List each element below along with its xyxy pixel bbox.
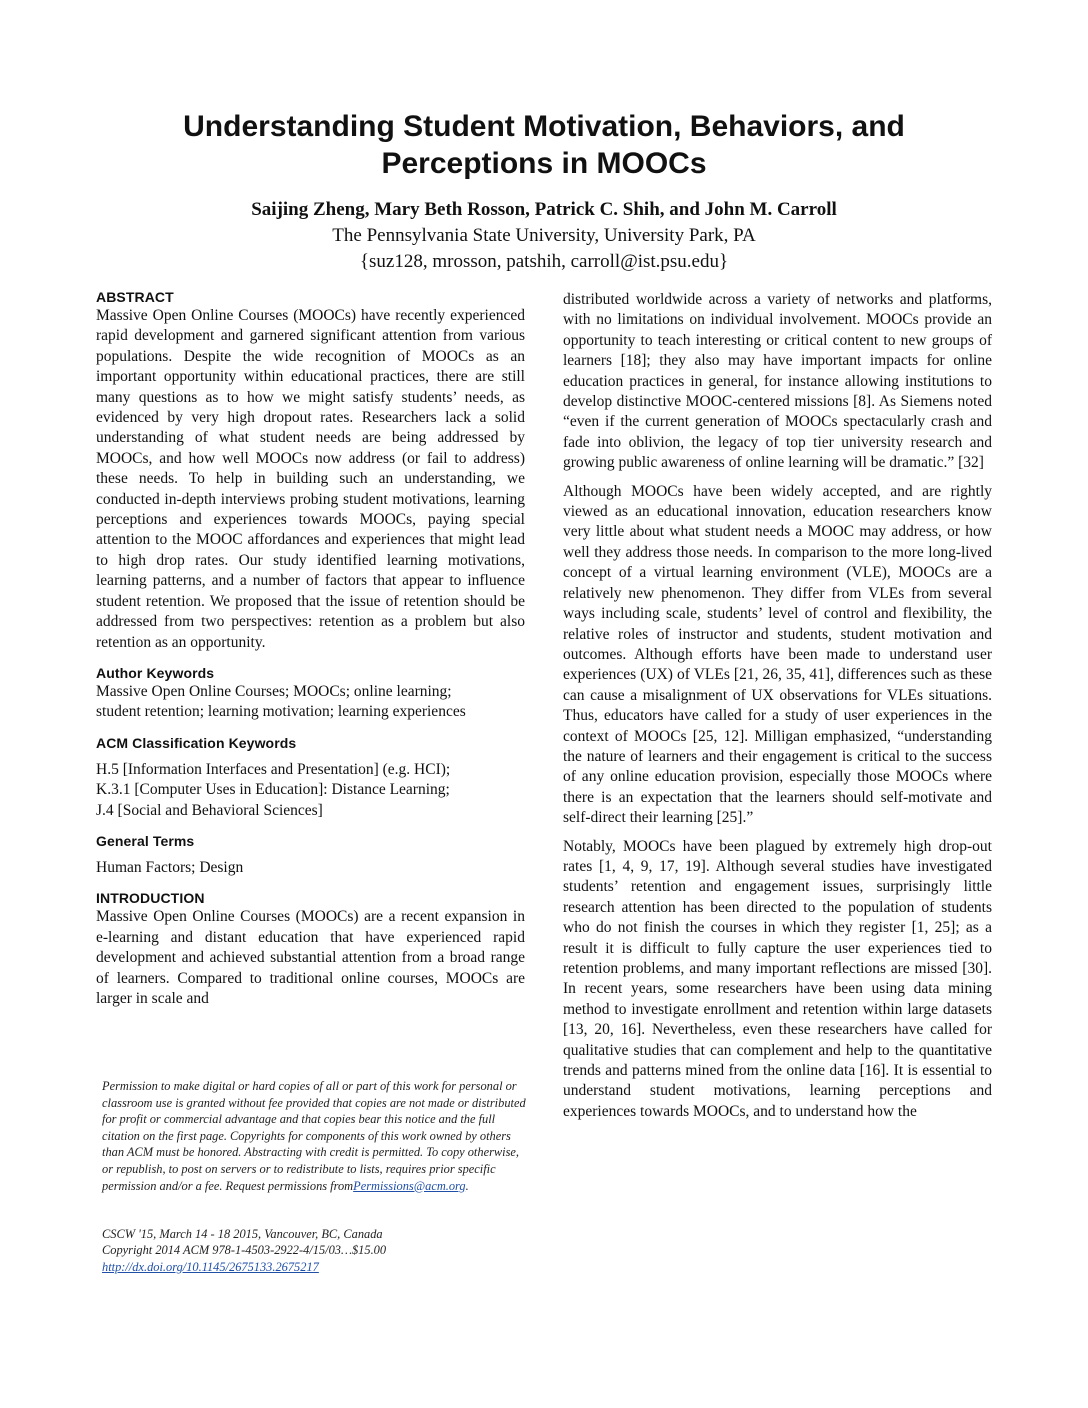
- acm-keywords-text: [96, 760, 525, 821]
- title-line-1: Understanding Student Motivation, Behaviors, and: [183, 110, 905, 143]
- permissions-email-link[interactable]: Permissions@acm.org: [353, 1178, 466, 1193]
- general-terms-text: Human Factors; Design: [96, 858, 244, 876]
- abstract-section: [96, 288, 525, 653]
- title-line-2: Perceptions in MOOCs: [381, 147, 707, 180]
- general-terms-heading: General Terms: [96, 832, 195, 849]
- acm-keywords-line-1: H.5 [Information Interfaces and Presentation] (e.g. HCI);: [96, 760, 451, 778]
- permission-text: Permission to make digital or hard copies of all or part of this work for personal or classroom use is granted without fee provided that copies are not made or distributed for profit or commercial advantage and that copies bear this notice and the full citation on the first page. Copyrights for components of this work owned by others than ACM must be honored. Abstracting with credit is permitted. To copy otherwise, or republish, to post on servers or to redistribute to lists, requires prior specific permission and/or a fee. Request permissions from: [102, 1079, 526, 1193]
- acm-keywords-line-2: K.3.1 [Computer Uses in Education]: Distance Learning;: [96, 781, 450, 799]
- copyright-line: Copyright 2014 ACM 978-1-4503-2922-4/15/03…$15.00: [102, 1243, 387, 1258]
- left-column: [96, 288, 525, 1009]
- acm-keywords-heading: ACM Classification Keywords: [96, 734, 297, 751]
- permission-notice: [102, 1078, 526, 1194]
- abstract-heading: ABSTRACT: [96, 289, 174, 305]
- introduction-paragraph-1-end: distributed worldwide across a variety of networks and platforms, with no limitations on individual involvement. MOOCs provide an opportunity to teach interesting or critical content to new groups of learners [18]; they also may have important impacts for online education practices in general, for instance allowing institutions to develop distinctive MOOC-centered missions [8]. As Siemens noted “even if the current generation of MOOCs spectacularly crash and fade into oblivion, the legacy of top tier university research and growing public awareness of online learning will be dramatic.” [32]: [563, 291, 992, 472]
- author-keywords-text: [96, 682, 525, 723]
- introduction-section: [96, 889, 525, 1009]
- right-column: [563, 290, 992, 1122]
- introduction-paragraph-2: Although MOOCs have been widely accepted, and are rightly viewed as an educational innovation, education researchers know very little about what student needs a MOOC may address, or how well they address those needs. In comparison to the more long-lived concept of a virtual learning environment (VLE), MOOCs are a relatively new phenomenon. They differ from VLEs from several ways including scale, students’ level of control and flexibility, the relative roles of instructor and students, student motivation and outcomes. Although efforts have been made to understand user experiences (UX) of VLEs [21, 26, 35, 41], differences such as these can cause a misalignment of UX observations for VLEs situations. Thus, educators have called for a study of user experiences in the context of MOOCs [25, 12]. Milligan emphasized, “understanding the nature of learners and their engagement is critical to the success of any online education provision, especially those MOOCs where there is an expectation that the learners should self-motivate and self-direct their learning [25].”: [563, 482, 992, 827]
- acm-keywords-line-3: J.4 [Social and Behavioral Sciences]: [96, 801, 323, 819]
- abstract-text: Massive Open Online Courses (MOOCs) have recently experienced rapid development and garnered significant attention from various populations. Despite the wide recognition of MOOCs as an important opportunity within educational practices, there are still many questions as to how we might satisfy students’ needs, as evidenced by very high dropout rates. Researchers lack a solid understanding of what student needs are being addressed by MOOCs, and how well MOOCs now address (or fail to address) these needs. To help in building such an understanding, we conducted in-depth interviews probing student motivations, learning perceptions and experiences towards MOOCs, paying special attention to the MOOC affordances and experiences that might lead to high drop rates. Our study identified learning motivations, learning patterns, and a number of factors that appear to influence student retention. We proposed that the issue of retention should be addressed from two perspectives: retention as a problem but also retention as an opportunity.: [96, 307, 525, 651]
- introduction-heading: INTRODUCTION: [96, 890, 205, 907]
- author-keywords-line-2: student retention; learning motivation; learning experiences: [96, 703, 466, 721]
- author-keywords-section: [96, 664, 525, 723]
- doi-link[interactable]: http://dx.doi.org/10.1145/2675133.2675217: [102, 1259, 319, 1274]
- affiliation: The Pennsylvania State University, University Park, PA: [332, 225, 756, 246]
- introduction-paragraph-1-start: Massive Open Online Courses (MOOCs) are a recent expansion in e-learning and distant education that have experienced rapid development and achieved substantial attention from a broad range of learners. Compared to traditional online courses, MOOCs are larger in scale and: [96, 908, 525, 1007]
- author-list: Saijing Zheng, Mary Beth Rosson, Patrick C. Shih, and John M. Carroll: [251, 199, 837, 220]
- permission-trailing: .: [465, 1178, 469, 1193]
- conference-line: CSCW '15, March 14 - 18 2015, Vancouver, BC, Canada: [102, 1227, 383, 1241]
- paper-title: [96, 108, 992, 182]
- author-keywords-heading: Author Keywords: [96, 664, 215, 681]
- acm-keywords-section: [96, 734, 525, 821]
- conference-info: [102, 1226, 526, 1275]
- introduction-paragraph-3: Notably, MOOCs have been plagued by extremely high drop-out rates [1, 4, 9, 17, 19]. Although several studies have investigated students’ retention and engagement issues, surprisingly little research attention has been directed to the population of students who do not finish the courses in which they register [1, 25]; as a result it is difficult to fully capture the user experiences tied to retention problems, and many important reflections are missed [30]. In recent years, some researchers have been using data mining method to investigate enrollment and retention within large datasets [13, 20, 16]. Nevertheless, even these researchers have called for qualitative studies that can complement and help to the quantitative trends and patterns mined from the online data [16]. It is essential to understand student motivations, learning perceptions and experiences towards MOOCs, and to understand how the: [563, 837, 992, 1120]
- general-terms-section: [96, 832, 525, 878]
- author-keywords-line-1: Massive Open Online Courses; MOOCs; online learning;: [96, 682, 452, 700]
- author-emails: {suz128, mrosson, patshih, carroll@ist.psu.edu}: [359, 251, 729, 272]
